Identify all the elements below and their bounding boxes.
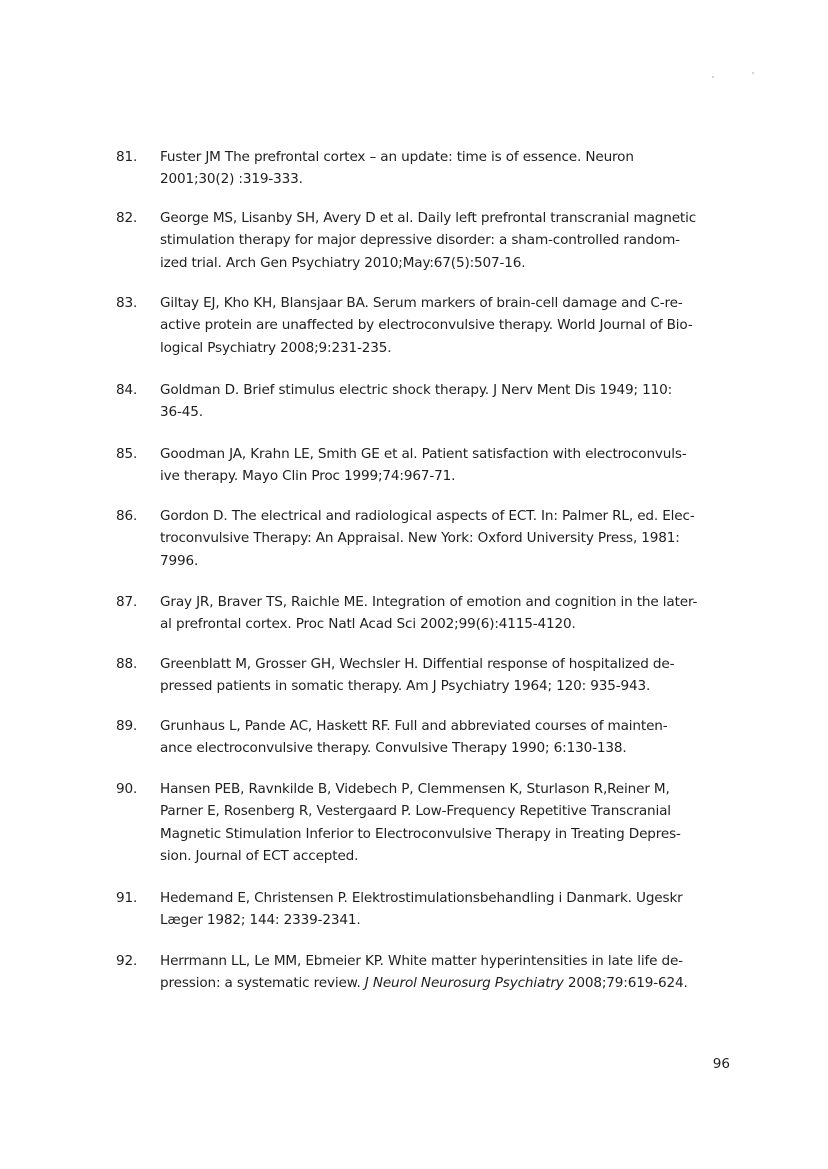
reference-number: 89.	[116, 718, 138, 734]
reference-text: Greenblatt M, Grosser GH, Wechsler H. Diffential response of hospitalized de- pressed patients in somatic therapy. Am J Psychiatry 1964; 120: 935-943.	[160, 656, 675, 695]
reference-text: Gray JR, Braver TS, Raichle ME. Integration of emotion and cognition in the later- al prefrontal cortex. Proc Natl Acad Sci 2002;99(6):4115-4120.	[160, 594, 698, 633]
reference-number: 83.	[116, 295, 138, 311]
reference-item	[116, 443, 736, 488]
reference-text: Goldman D. Brief stimulus electric shock therapy. J Nerv Ment Dis 1949; 110: 36-45.	[160, 382, 673, 421]
reference-number: 91.	[116, 890, 138, 906]
reference-text: Gordon D. The electrical and radiological aspects of ECT. In: Palmer RL, ed. Elec- troconvulsive Therapy: An Appraisal. New York: Oxford University Press, 1981: 7996.	[160, 508, 695, 569]
reference-text: Herrmann LL, Le MM, Ebmeier KP. White matter hyperintensities in late life de- pression: a systematic review. J Neurol Neurosurg Psychiatry 2008;79:619-624.	[160, 953, 688, 992]
reference-number: 84.	[116, 382, 138, 398]
reference-item	[116, 950, 736, 995]
scan-speck	[712, 76, 714, 78]
reference-number: 86.	[116, 508, 138, 524]
reference-number: 88.	[116, 656, 138, 672]
reference-item	[116, 778, 736, 868]
reference-number: 87.	[116, 594, 138, 610]
reference-number: 90.	[116, 781, 138, 797]
reference-number: 81.	[116, 149, 138, 165]
reference-number: 92.	[116, 953, 138, 969]
reference-number: 85.	[116, 446, 138, 462]
reference-item	[116, 715, 736, 760]
scan-speck	[752, 72, 754, 74]
reference-text: Hansen PEB, Ravnkilde B, Videbech P, Clemmensen K, Sturlason R,Reiner M, Parner E, Rosenberg R, Vestergaard P. Low-Frequency Repetitive Transcranial Magnetic Stimulation Inferior to Electroconvulsive Therapy in Treating Depres- sion. Journal of ECT accepted.	[160, 781, 681, 865]
reference-item	[116, 653, 736, 698]
reference-item	[116, 379, 736, 424]
page-number: 96	[712, 1056, 730, 1072]
reference-text: Grunhaus L, Pande AC, Haskett RF. Full and abbreviated courses of mainten- ance electroconvulsive therapy. Convulsive Therapy 1990; 6:130-138.	[160, 718, 668, 757]
reference-item	[116, 591, 736, 636]
reference-item	[116, 146, 736, 191]
reference-text: Giltay EJ, Kho KH, Blansjaar BA. Serum markers of brain-cell damage and C-re- active protein are unaffected by electroconvulsive therapy. World Journal of Bio- logical Psychiatry 2008;9:231-235.	[160, 295, 693, 356]
journal-name: J Neurol Neurosurg Psychiatry	[364, 975, 564, 992]
reference-text: Fuster JM The prefrontal cortex – an update: time is of essence. Neuron 2001;30(2) :319-333.	[160, 149, 634, 188]
reference-item	[116, 505, 736, 572]
reference-item	[116, 292, 736, 359]
reference-text: George MS, Lisanby SH, Avery D et al. Daily left prefrontal transcranial magnetic stimulation therapy for major depressive disorder: a sham-controlled random- ized trial. Arch Gen Psychiatry 2010;May:67(5):507-16.	[160, 210, 697, 271]
reference-text: Hedemand E, Christensen P. Elektrostimulationsbehandling i Danmark. Ugeskr Læger 1982; 144: 2339-2341.	[160, 890, 683, 929]
reference-number: 82.	[116, 210, 138, 226]
reference-item	[116, 887, 736, 932]
reference-item	[116, 207, 736, 274]
reference-text: Goodman JA, Krahn LE, Smith GE et al. Patient satisfaction with electroconvuls- ive therapy. Mayo Clin Proc 1999;74:967-71.	[160, 446, 687, 485]
